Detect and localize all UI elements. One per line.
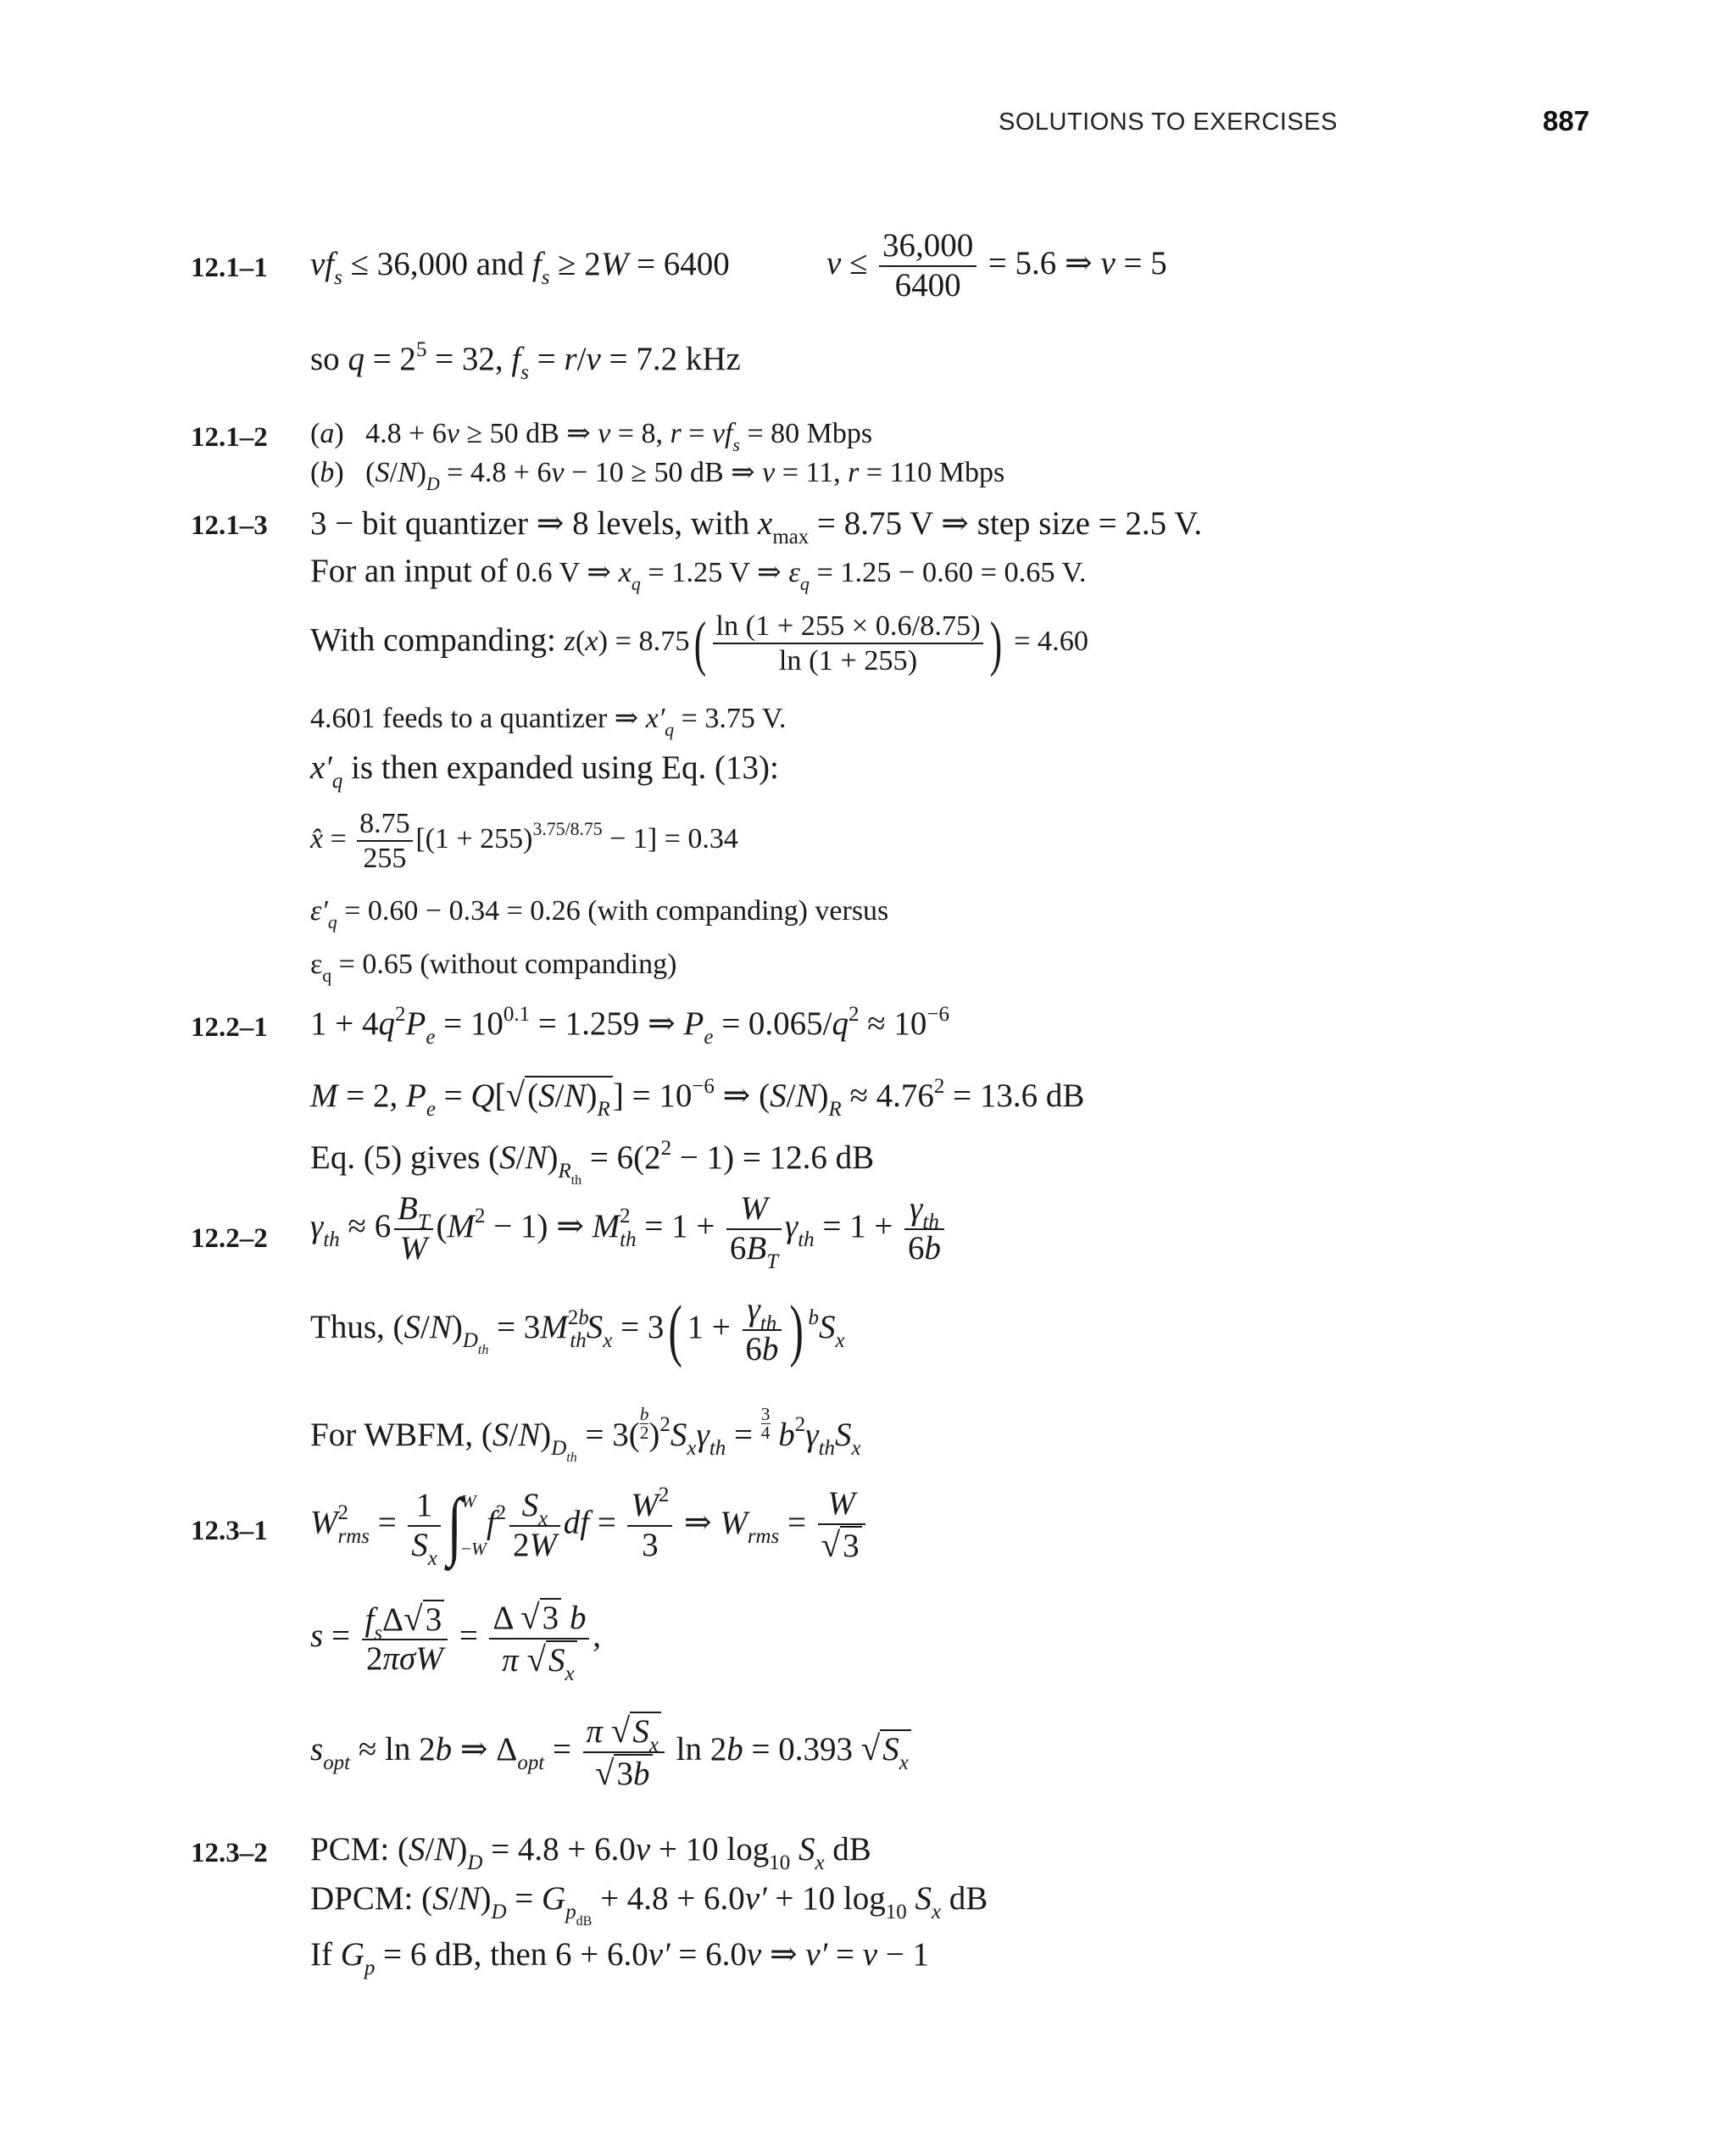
equation-line: Eq. (5) gives $(S/N)_{R_{th}} = 6(2^2 - 1) = 12.6$ dB (310, 1136, 875, 1188)
equation-line: $s_{opt} \approx \ln 2b$ ⇒ $\Delta_{opt}$ = $\frac{\pi √S_x}{√3b}$ ln 2b = 0.393 $√S_x$ (310, 1711, 911, 1794)
exercise-label: 12.2–2 (191, 1223, 268, 1254)
equation-line: For WBFM, $(S/N)_{D_{th}} = 3$( $\frac{b}{2}$ )$^2S_x\gamma_{th}$ = $\frac{3}{4}$ $b^2\gamma_{th}S_x$ (310, 1404, 861, 1465)
exercise-label: 12.1–2 (191, 422, 268, 453)
equation-line: $\varepsilon'_q = 0.60 - 0.34 = 0.26$ (with companding) versus (310, 895, 889, 933)
exercise-label: 12.3–1 (191, 1516, 268, 1546)
equation-line: (b) $(S/N)_D = 4.8 + 6\nu - 10 \ge 50$ dB ⇒ ν = 11, r = 110 Mbps (310, 457, 1005, 494)
equation-line: With companding: z(x) = 8.75( $\frac{\ln (1 + 255 \times 0.6/8.75)}{\ln (1 + 255)}$ ) = 4.60 (310, 609, 1089, 677)
equation-line: For an input of 0.6 V ⇒ $x_q = 1.25$ V ⇒ $\varepsilon_q = 1.25 - 0.60 = 0.65$ V. (310, 553, 1087, 595)
equation-line: 4.601 feeds to a quantizer ⇒ $x'_q = 3.75$ V. (310, 703, 787, 740)
equation-line: so $q = 2^5 = 32$, $f_s = r/\nu = 7.2$ kHz (310, 337, 741, 385)
equation-line: If $G_p = 6$ dB, then 6 + 6.0ν′ = 6.0ν ⇒ ν′ = ν − 1 (310, 1936, 930, 1980)
running-header: SOLUTIONS TO EXERCISES (999, 109, 1338, 136)
equation-line: ν ≤ $\frac{36,000}{6400}$ = 5.6 ⇒ ν = 5 (826, 227, 1167, 303)
equation-line: M = 2, $P_e = Q[√(S/N)_R] = 10^{-6}$ ⇒ $(S/N)_R \approx 4.76^2 = 13.6$ dB (310, 1074, 1085, 1122)
equation-line: $1 + 4q^2P_e = 10^{0.1} = 1.259$ ⇒ $P_e = 0.065/q^2 \approx 10^{-6}$ (310, 1002, 949, 1049)
exercise-label: 12.1–1 (191, 253, 268, 283)
equation-line: x̂ = $\frac{8.75}{255}$ $[(1 + 255)^{3.75/8.75} - 1] = 0.34$ (310, 808, 738, 875)
equation-line: DPCM: $(S/N)_D = G_{p_{dB}} + 4.8 + 6.0\nu' + 10$ $\log_{10} S_x$ dB (310, 1880, 988, 1929)
page-number: 887 (1543, 105, 1590, 136)
equation-line: Thus, $(S/N)_{D_{th}} = 3M^{2b}_{th}S_x = 3$( 1 + $\frac{\gamma_{th}}{6b}$ ) $^bS_x$ (310, 1291, 845, 1368)
equation-line: $\nu f_s \le 36,000$ and $f_s \ge 2W = 6400$ (310, 246, 730, 290)
exercise-label: 12.1–3 (191, 510, 268, 541)
equation-line: $\varepsilon_q = 0.65$ (without companding) (310, 949, 677, 986)
equation-line: PCM: $(S/N)_D = 4.8 + 6.0\nu + 10$ $\log_{10} S_x$ dB (310, 1831, 871, 1875)
equation-line: s = $\frac{f_s\Delta√3}{\text{2πσW}}$ = $\frac{\Delta √3 b}{\pi √S_x}$ , (310, 1598, 602, 1686)
equation-line: $x'_q$ is then expanded using Eq. (13): (310, 749, 779, 793)
equation-line: 3 − bit quantizer ⇒ 8 levels, with $x_{max} = 8.75$ V ⇒ step size = 2.5 V. (310, 505, 1203, 549)
exercise-label: 12.2–1 (191, 1012, 268, 1043)
equation-line: (a) 4.8 + 6ν ≥ 50 dB ⇒ ν = 8, $r = \nu f_s = 80$ Mbps (310, 418, 873, 455)
equation-line: $\gamma_{th} \approx 6$ $\frac{B_T}{W}$ $(M^2 - 1)$ ⇒ $M^2_{th} = 1$ + $\frac{W}{6B_T}$ $\gamma_{th} = 1$ + $\frac{\gamma_{th}}{6b}$ (310, 1190, 948, 1268)
exercise-label: 12.3–2 (191, 1838, 268, 1868)
equation-line: $W^2_{rms}$ = $\frac{1}{S_x}$ ∫ W −W $f^2$ $\frac{S_x}{2W}$ df = $\frac{W^2}{3}$ ⇒ $W_{rms}$ = $\frac{W}{√3}$ (310, 1478, 869, 1573)
